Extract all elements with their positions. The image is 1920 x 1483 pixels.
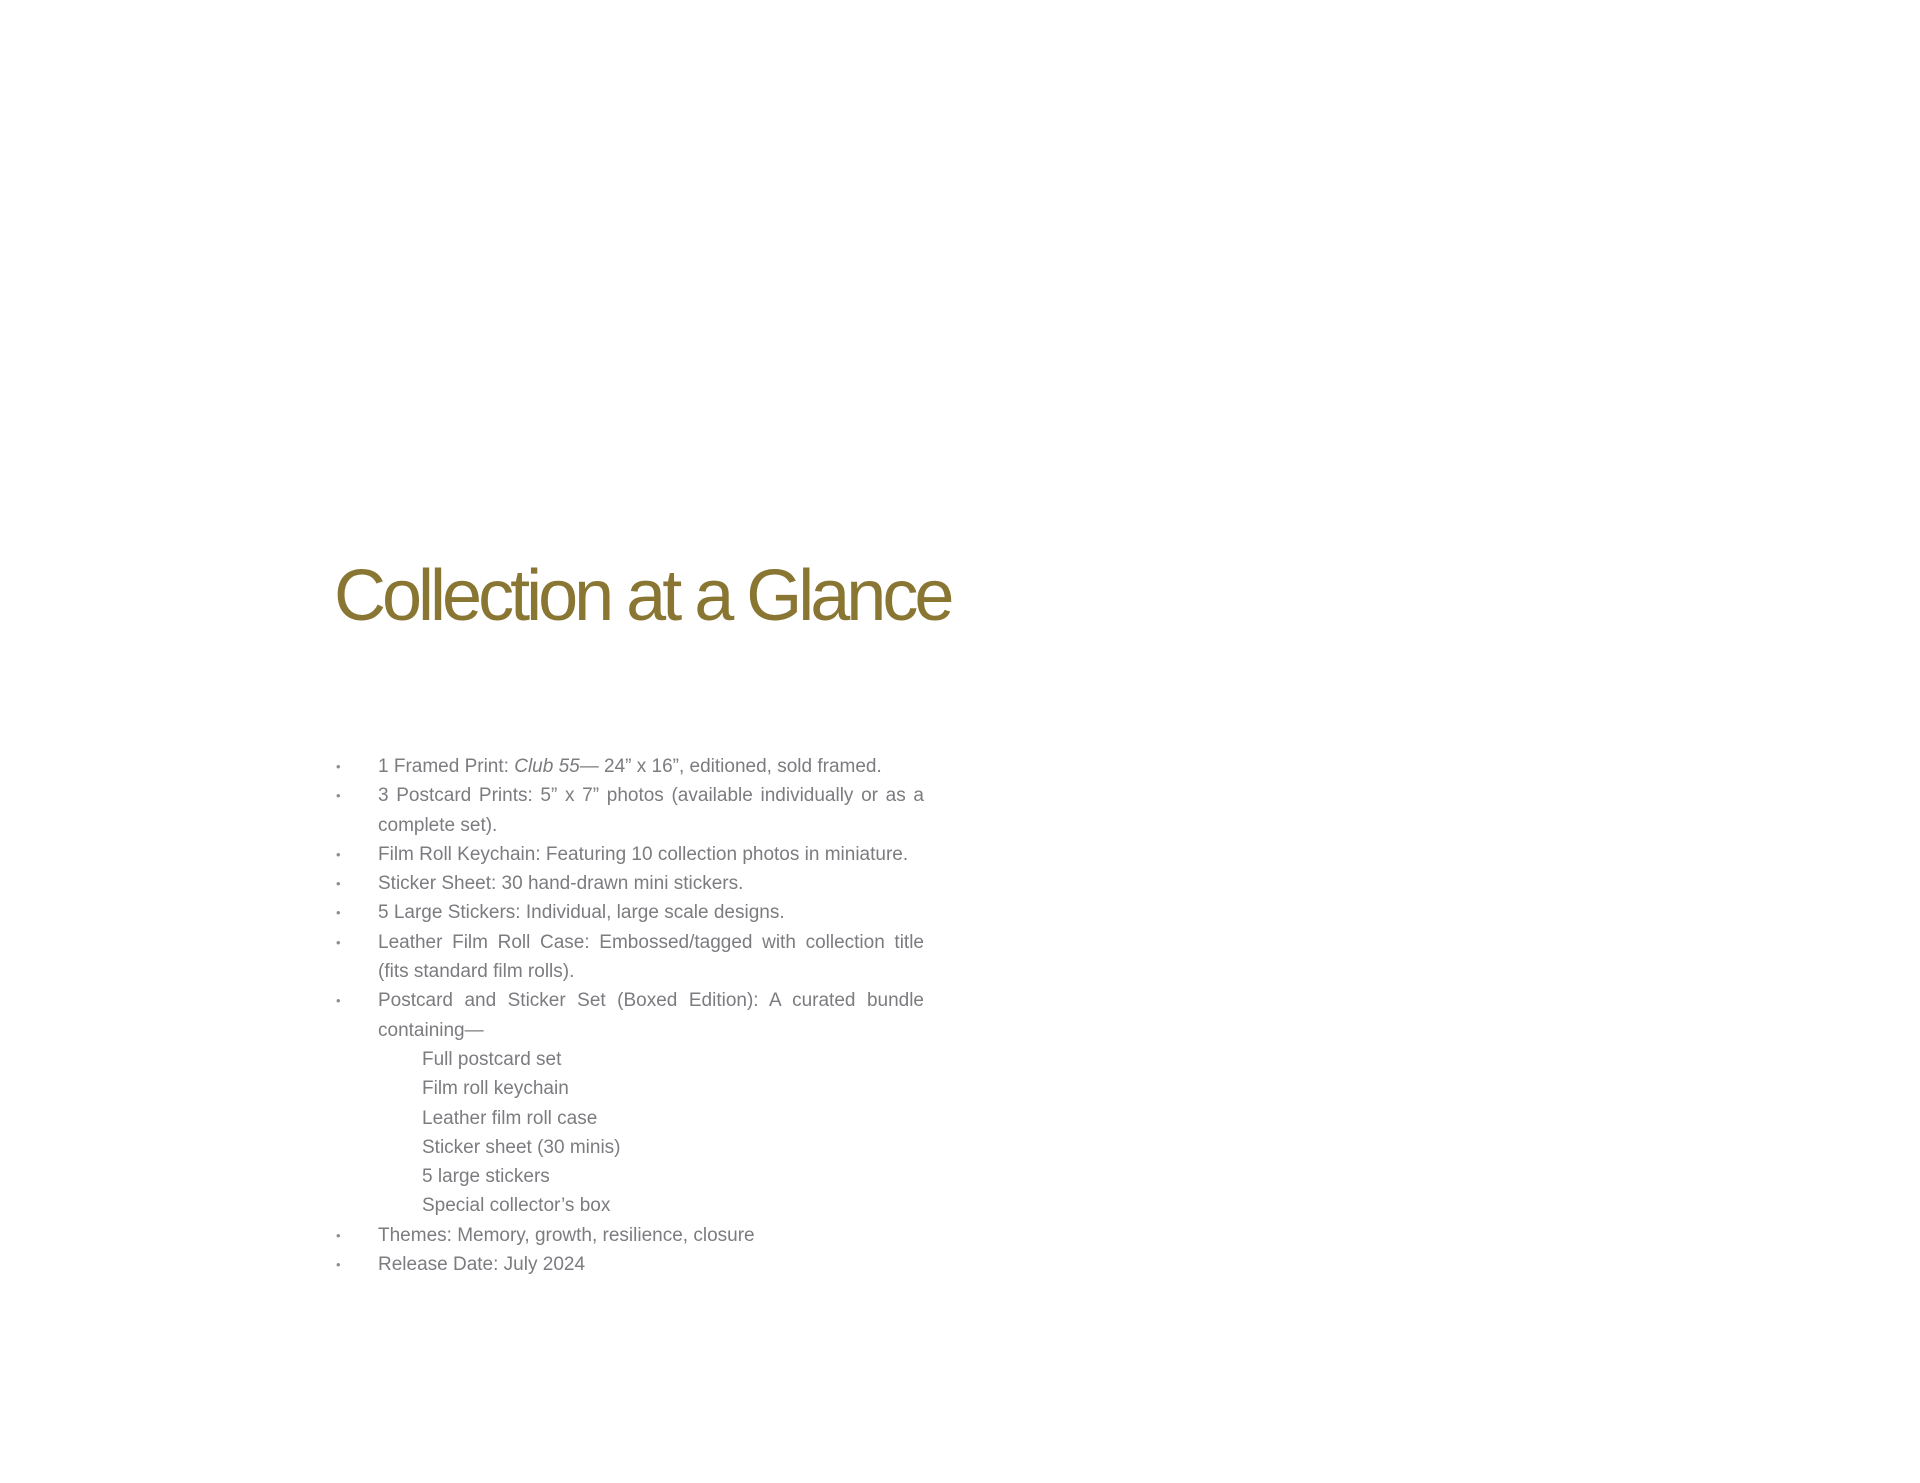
sub-item: Special collector’s box: [422, 1195, 611, 1217]
sub-item: 5 large stickers: [422, 1166, 550, 1188]
item-text: Release Date: July 2024: [378, 1254, 586, 1276]
list-item-boxed-edition: [334, 986, 924, 1220]
sub-item: Full postcard set: [422, 1048, 562, 1070]
bullet-icon: •: [336, 934, 341, 950]
sub-item: Leather film roll case: [422, 1107, 598, 1129]
item-text: Themes: Memory, growth, resilience, closure: [378, 1224, 755, 1246]
bullet-icon: •: [336, 905, 341, 921]
item-text: Film Roll Keychain: Featuring 10 collection photos in miniature.: [378, 843, 909, 865]
sub-item: Sticker sheet (30 minis): [422, 1136, 621, 1158]
boxed-edition-contents: [378, 1045, 924, 1221]
bullet-icon: •: [336, 993, 341, 1009]
list-item-film-roll-keychain: [334, 840, 924, 869]
item-text: Leather Film Roll Case: Embossed/tagged with collection title (fits standard film rolls).: [378, 931, 924, 983]
list-item-sticker-sheet: [334, 869, 924, 898]
list-item-leather-case: [334, 928, 924, 987]
item-text-rest: — 24” x 16”, editioned, sold framed.: [579, 756, 882, 777]
page-title: Collection at a Glance: [334, 556, 951, 636]
item-italic-title: Club 55: [514, 756, 580, 777]
bullet-icon: •: [336, 1227, 341, 1243]
sub-item: Film roll keychain: [422, 1078, 569, 1100]
list-item-framed-print: [334, 752, 924, 781]
bullet-icon: •: [336, 876, 341, 892]
item-text: 1 Framed Print:: [378, 756, 515, 777]
bullet-icon: •: [336, 846, 341, 862]
bullet-icon: •: [336, 788, 341, 804]
list-item-postcard-prints: [334, 781, 924, 840]
bullet-icon: •: [336, 759, 341, 774]
item-text: Postcard and Sticker Set (Boxed Edition): A curated bundle containing—: [378, 990, 924, 1041]
list-item-large-stickers: [334, 898, 924, 927]
bullet-icon: •: [336, 1257, 341, 1273]
item-text: 3 Postcard Prints: 5” x 7” photos (available individually or as a complete set).: [378, 785, 924, 836]
item-text: Sticker Sheet: 30 hand-drawn mini stickers.: [378, 873, 744, 895]
item-text: 5 Large Stickers: Individual, large scale designs.: [378, 902, 785, 924]
collection-list: [334, 752, 924, 1279]
list-item-release-date: [334, 1250, 924, 1279]
list-item-themes: [334, 1221, 924, 1250]
